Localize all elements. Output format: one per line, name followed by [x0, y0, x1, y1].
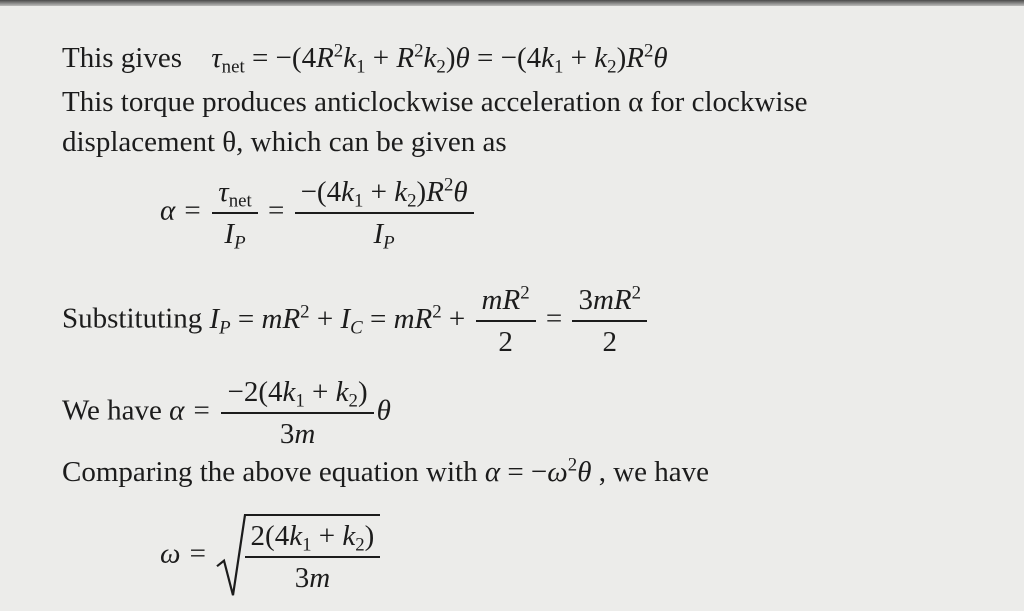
- fraction-numerator: $-2(4k_1 + k_2)$: [221, 372, 373, 414]
- line-displacement: [62, 124, 507, 160]
- equals-sign: =: [545, 302, 563, 335]
- torque-net-equation: $\tau_{net} = -(4R^2k_1 + R^2k_2)\theta = -(4k_1 + k_2)R^2\theta$: [211, 40, 668, 78]
- alpha-result-fraction: [221, 372, 373, 454]
- substituting-text: Substituting: [62, 302, 203, 335]
- fraction-numerator: $3mR^2$: [572, 280, 647, 322]
- we-have-equation: [62, 372, 391, 454]
- fraction-denominator: $I_P$: [224, 218, 246, 254]
- comparing-tail: , we have: [598, 456, 709, 488]
- fraction-numerator: $\tau_{net}$: [212, 172, 257, 214]
- fraction-denominator: 3m: [294, 562, 331, 594]
- fraction-denominator: 2: [602, 326, 618, 358]
- fraction-denominator: $I_P$: [373, 218, 395, 254]
- this-gives-text: This gives: [62, 42, 183, 74]
- fraction-numerator: $2(4k_1 + k_2)$: [245, 514, 381, 558]
- fraction-denominator: 2: [498, 326, 513, 358]
- substituting-equation: [62, 280, 650, 362]
- comparing-text: Comparing the above equation with: [62, 456, 478, 488]
- displacement-text: displacement θ, which can be given as: [62, 126, 507, 158]
- alpha-lhs: α =: [160, 194, 203, 227]
- omega-lhs: ω =: [160, 537, 208, 570]
- alpha-equation: [160, 172, 477, 254]
- radical-sign-icon: [215, 514, 247, 598]
- top-rule: [0, 0, 1024, 6]
- fraction-numerator: $-(4k_1 + k_2)R^2\theta$: [295, 172, 474, 214]
- 3mr2-over-2-fraction: [572, 280, 647, 362]
- alpha-fraction-2: [295, 172, 474, 254]
- alpha-fraction-1: [212, 172, 257, 254]
- line-torque-description: [62, 84, 808, 120]
- moment-of-inertia-expression: $I_P = mR^2 + I_C = mR^2$ +: [209, 301, 466, 338]
- torque-description-text: This torque produces anticlockwise acceleration α for clockwise: [62, 86, 808, 118]
- omega-equation: [160, 514, 380, 598]
- shm-equation: $\alpha = -\omega^2\theta$: [484, 454, 592, 488]
- equals-sign: =: [267, 194, 285, 227]
- omega-fraction: [245, 514, 381, 598]
- fraction-denominator: 3m: [279, 418, 316, 450]
- comparing-line: [62, 454, 709, 490]
- line-this-gives: [62, 40, 668, 76]
- theta-symbol: θ: [376, 394, 391, 427]
- square-root: [215, 514, 381, 598]
- fraction-numerator: $mR^2$: [476, 280, 536, 322]
- we-have-text: We have: [62, 394, 162, 427]
- mr2-over-2-fraction: [476, 280, 536, 362]
- alpha-lhs: α =: [169, 394, 212, 427]
